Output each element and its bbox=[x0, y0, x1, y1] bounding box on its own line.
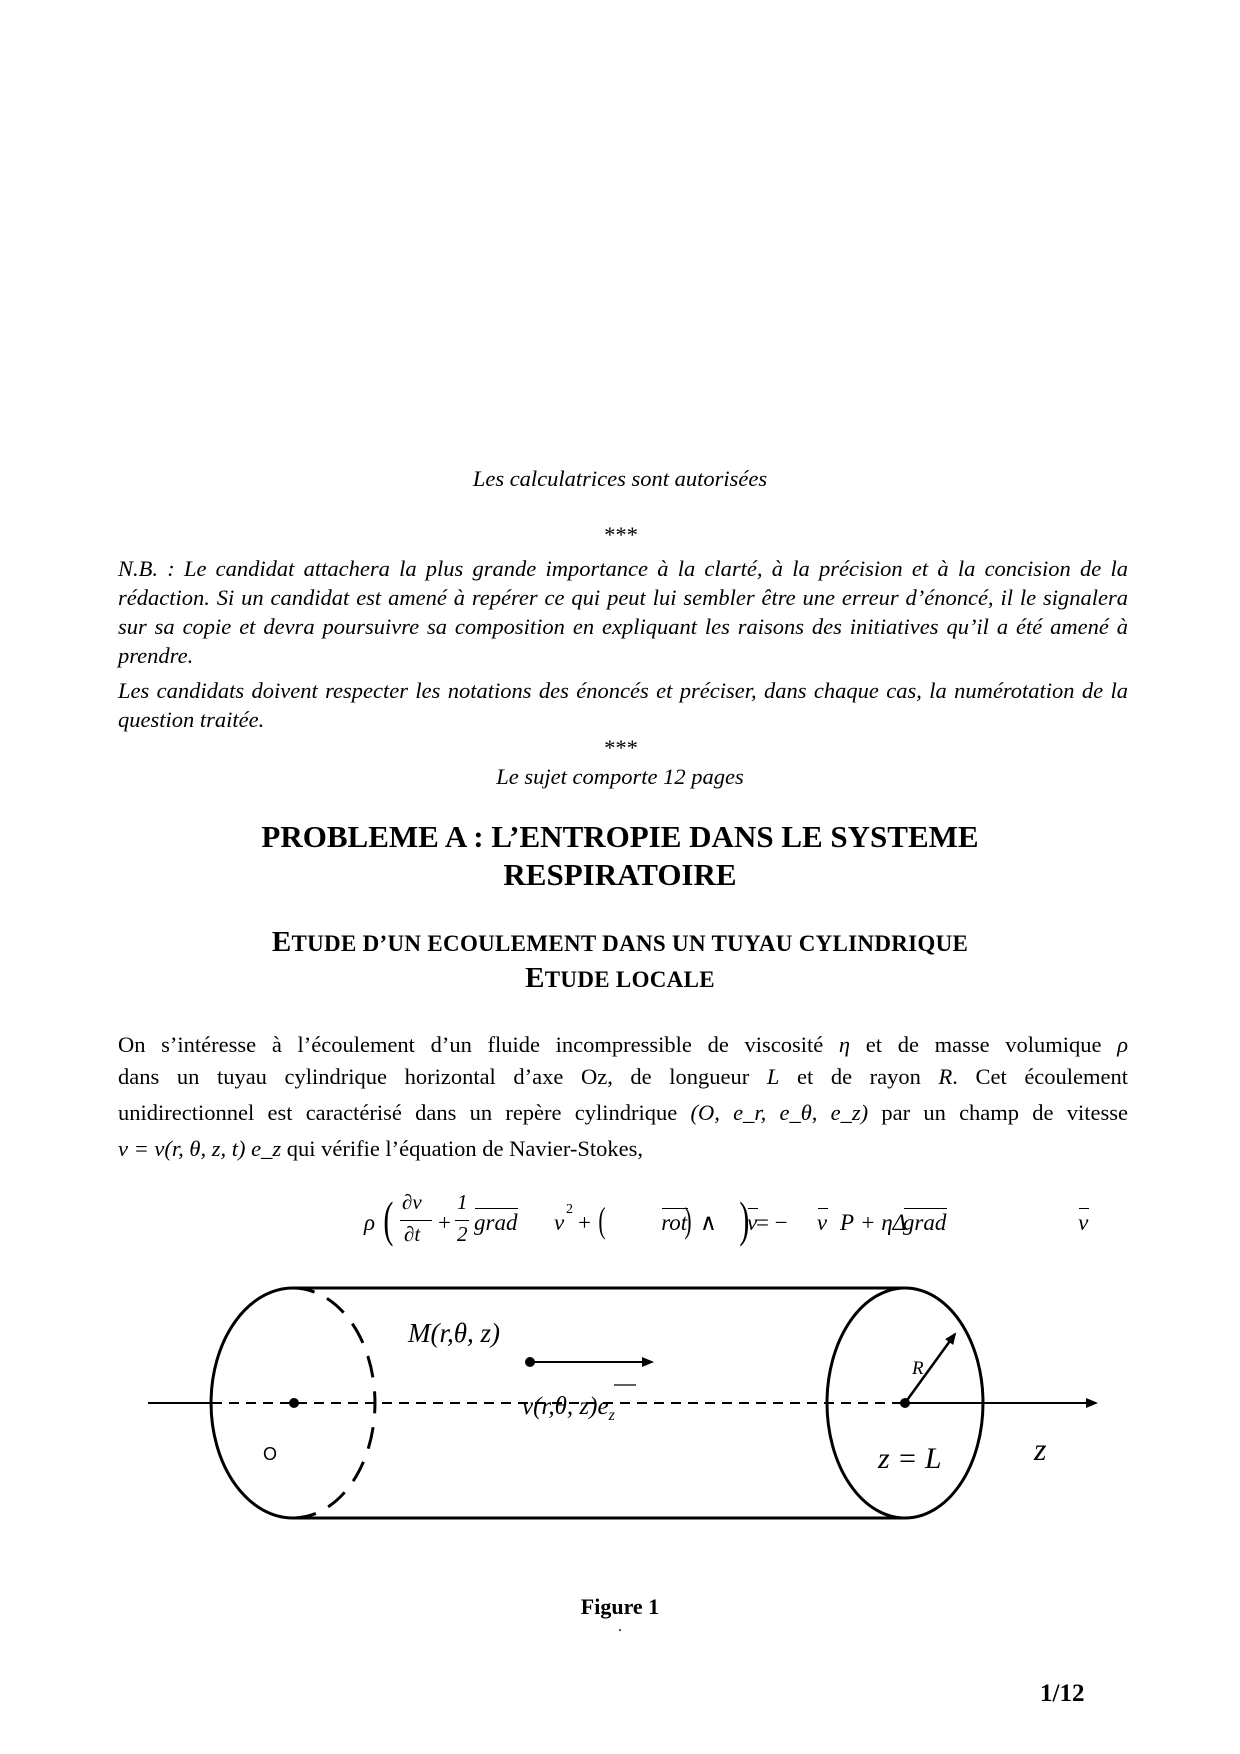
navier-stokes-equation: ρ ( ∂v ∂t + 1 2 grad v 2 + ( rot v ) ∧ v ) = − grad P + ηΔ v bbox=[364, 1190, 1089, 1247]
cylindrical-basis: (O, e_r, e_θ, e_z) bbox=[690, 1100, 869, 1125]
page-number: 1/12 bbox=[1040, 1680, 1085, 1707]
intro-line-1: On s’intéresse à l’écoulement d’un fluide incompressible de viscosité η et de masse volumique ρ bbox=[118, 1032, 1129, 1057]
velocity-label: v(r,θ, $z)e_z$ bbox=[522, 1393, 615, 1424]
caption-dot: . bbox=[618, 1618, 622, 1635]
intro-paragraph bbox=[118, 1029, 1128, 1165]
separator-stars: *** bbox=[603, 522, 637, 547]
problem-title-line1: PROBLEME A : L’ENTROPIE DANS LE SYSTEME bbox=[261, 819, 979, 854]
section-title bbox=[0, 925, 1240, 997]
problem-title bbox=[0, 818, 1240, 894]
grad-p-operator: grad bbox=[902, 1210, 947, 1235]
grad-operator: grad bbox=[474, 1210, 518, 1235]
paren-left: ( bbox=[383, 1191, 394, 1247]
origin-point bbox=[289, 1398, 299, 1408]
section-title-line2: ETUDE LOCALE bbox=[525, 962, 715, 994]
intro-line-3: unidirectionnel est caractérisé dans un repère cylindrique (O, e_r, e_θ, e_z) par un champ de vitesse bbox=[118, 1100, 1129, 1125]
problem-title-line2: RESPIRATOIRE bbox=[503, 857, 737, 892]
page-count-note: Le sujet comporte 12 pages bbox=[496, 764, 744, 789]
intro-line-4: v = v(r, θ, z, t) e_z qui vérifie l’équation de Navier-Stokes, bbox=[118, 1136, 644, 1161]
fraction-bar bbox=[400, 1220, 432, 1221]
calculators-note: Les calculatrices sont autorisées bbox=[472, 466, 768, 491]
fraction-bar bbox=[455, 1220, 469, 1221]
intro-line-2: dans un tuyau cylindrique horizontal d’axe Oz, de longueur L et de rayon R. Cet écoulement bbox=[118, 1064, 1129, 1089]
separator-stars: *** bbox=[603, 735, 637, 760]
nb-paragraph: N.B. : Le candidat attachera la plus grande importance à la clarté, à la précision et à la concision de la rédaction. Si un candidat est amené à repérer ce qui peut lui sembler être une erreur d’énoncé, il le signalera sur sa copie et devra poursuivre sa composition en expliquant les raisons des initiatives qu’il a été amené à prendre. bbox=[118, 556, 1128, 668]
radius-label: R bbox=[912, 1358, 924, 1379]
section-title-line1: ETUDE D’UN ECOULEMENT DANS UN TUYAU CYLINDRIQUE bbox=[271, 926, 969, 958]
axis-label: z bbox=[1034, 1431, 1047, 1467]
notation-paragraph: Les candidats doivent respecter les notations des énoncés et préciser, dans chaque cas, la numérotation de la question traitée. bbox=[118, 678, 1128, 732]
point-m-label: M(r,θ, z) bbox=[408, 1318, 501, 1348]
end-label: z = L bbox=[878, 1442, 942, 1475]
cylinder-figure bbox=[0, 1270, 1240, 1530]
origin-label: O bbox=[263, 1444, 278, 1464]
partial-v: ∂v bbox=[402, 1190, 422, 1214]
paren-right: ) bbox=[739, 1191, 750, 1247]
partial-t: ∂t bbox=[404, 1222, 421, 1246]
velocity-field: v = v(r, θ, z, t) e_z bbox=[118, 1136, 282, 1161]
rot-operator: rot bbox=[661, 1210, 688, 1235]
figure-caption: Figure 1 bbox=[580, 1594, 660, 1619]
